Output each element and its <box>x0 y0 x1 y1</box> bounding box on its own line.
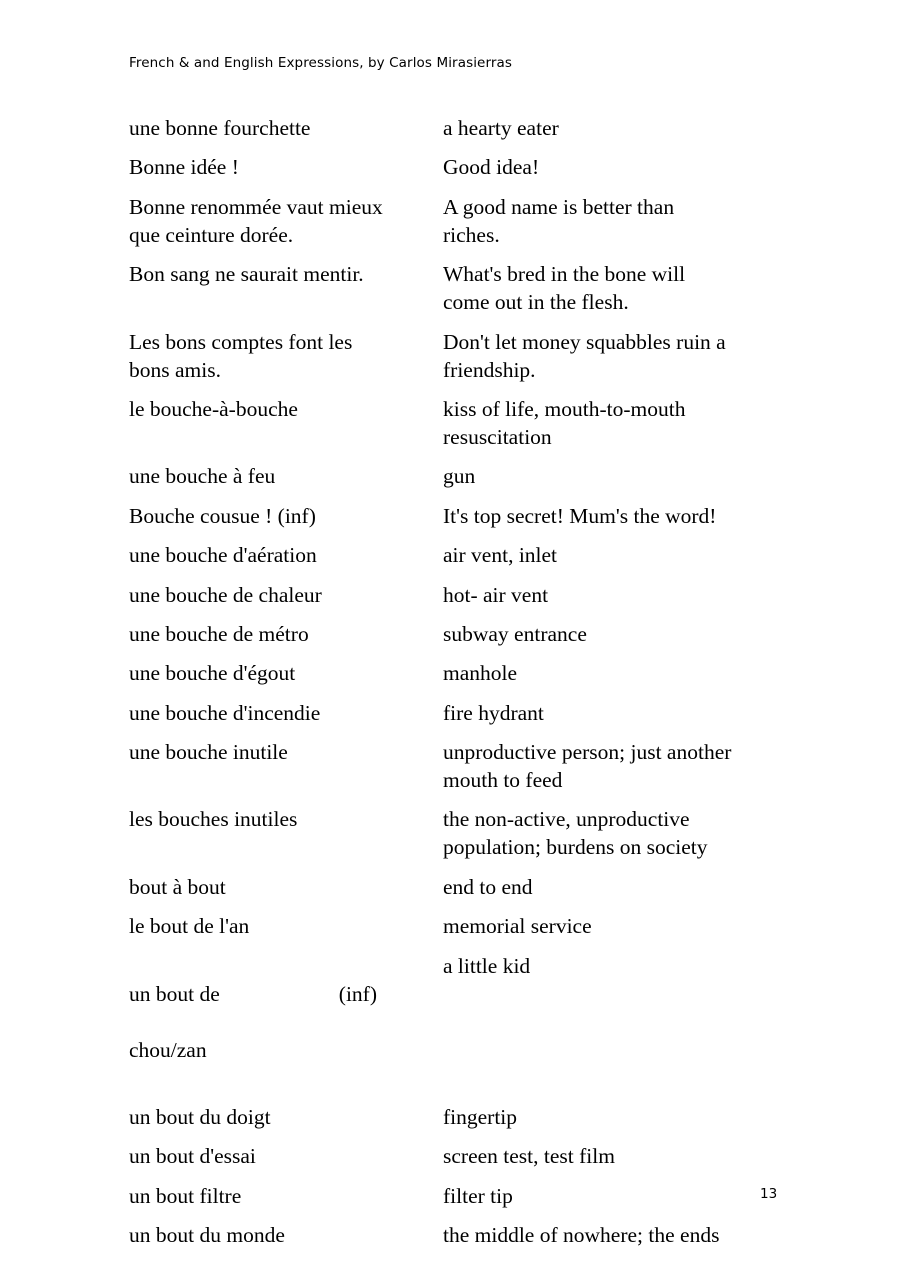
french-expression-start: un bout de <box>129 981 220 1006</box>
english-translation: the non-active, unproductive population; burdens on society <box>443 807 708 860</box>
french-expression: une bouche d'incendie <box>129 700 321 725</box>
table-row <box>129 1221 789 1249</box>
french-expression: le bouche-à-bouche <box>129 396 298 421</box>
running-header: French & and English Expressions, by Carlos Mirasierras <box>129 55 513 71</box>
table-row <box>129 395 789 451</box>
french-expression-line <box>129 980 377 1008</box>
french-expression: une bonne fourchette <box>129 116 311 140</box>
table-row <box>129 114 789 142</box>
english-translation: Don't let money squabbles ruin a friendship. <box>443 329 726 382</box>
french-expression: Bonne idée ! <box>129 155 239 180</box>
english-translation: filter tip <box>443 1183 513 1208</box>
french-expression-continuation: chou/zan <box>129 1037 207 1062</box>
french-expression: les bouches inutiles <box>129 807 298 832</box>
english-translation: hot- air vent <box>443 582 549 607</box>
french-expression: le bout de l'an <box>129 914 250 939</box>
french-expression: une bouche de métro <box>129 621 309 646</box>
table-row <box>129 805 789 861</box>
table-row <box>129 541 789 569</box>
table-row <box>129 738 789 794</box>
french-expression: une bouche inutile <box>129 740 288 765</box>
english-translation: fire hydrant <box>443 700 544 725</box>
french-expression: une bouche d'aération <box>129 543 317 568</box>
english-translation: a hearty eater <box>443 116 559 140</box>
french-expression: bout à bout <box>129 874 226 899</box>
french-expression: un bout du doigt <box>129 1105 271 1130</box>
table-row <box>129 153 789 181</box>
table-row <box>129 912 789 940</box>
table-row <box>129 952 789 1092</box>
table-row <box>129 1182 789 1210</box>
table-row <box>129 873 789 901</box>
french-expression: une bouche d'égout <box>129 661 296 686</box>
french-expression: un bout d'essai <box>129 1144 256 1169</box>
english-translation: air vent, inlet <box>443 543 558 568</box>
english-translation: fingertip <box>443 1105 518 1130</box>
table-row <box>129 328 789 384</box>
french-expression <box>129 952 443 1092</box>
french-expression: une bouche de chaleur <box>129 582 322 607</box>
french-expression: un bout filtre <box>129 1183 242 1208</box>
english-translation: Good idea! <box>443 155 540 180</box>
table-row <box>129 1103 789 1131</box>
expressions-table <box>129 114 789 1261</box>
english-translation: gun <box>443 464 476 489</box>
french-expression: Bouche cousue ! (inf) <box>129 503 316 528</box>
register-tag: (inf) <box>338 981 377 1006</box>
french-expression: un bout du monde <box>129 1223 285 1248</box>
english-translation: the middle of nowhere; the ends <box>443 1223 720 1248</box>
english-translation: screen test, test film <box>443 1144 615 1169</box>
table-row <box>129 462 789 490</box>
english-translation: manhole <box>443 661 518 686</box>
table-row <box>129 502 789 530</box>
french-expression: Bon sang ne saurait mentir. <box>129 262 364 287</box>
table-row <box>129 260 789 316</box>
french-expression: Les bons comptes font les bons amis. <box>129 329 353 382</box>
french-expression: une bouche à feu <box>129 464 276 489</box>
table-row <box>129 699 789 727</box>
table-row <box>129 581 789 609</box>
table-row <box>129 1142 789 1170</box>
english-translation: A good name is better than riches. <box>443 194 675 247</box>
table-row <box>129 659 789 687</box>
page-number: 13 <box>760 1186 778 1202</box>
table-row <box>129 620 789 648</box>
english-translation: kiss of life, mouth-to-mouth resuscitation <box>443 396 686 449</box>
english-translation: end to end <box>443 874 533 899</box>
english-translation: unproductive person; just another mouth to feed <box>443 740 732 793</box>
english-translation: memorial service <box>443 914 592 939</box>
french-expression: Bonne renommée vaut mieux que ceinture dorée. <box>129 194 383 247</box>
english-translation: subway entrance <box>443 621 587 646</box>
english-translation: a little kid <box>443 953 531 978</box>
table-row <box>129 193 789 249</box>
english-translation: It's top secret! Mum's the word! <box>443 503 717 528</box>
english-translation: What's bred in the bone will come out in the flesh. <box>443 262 686 315</box>
